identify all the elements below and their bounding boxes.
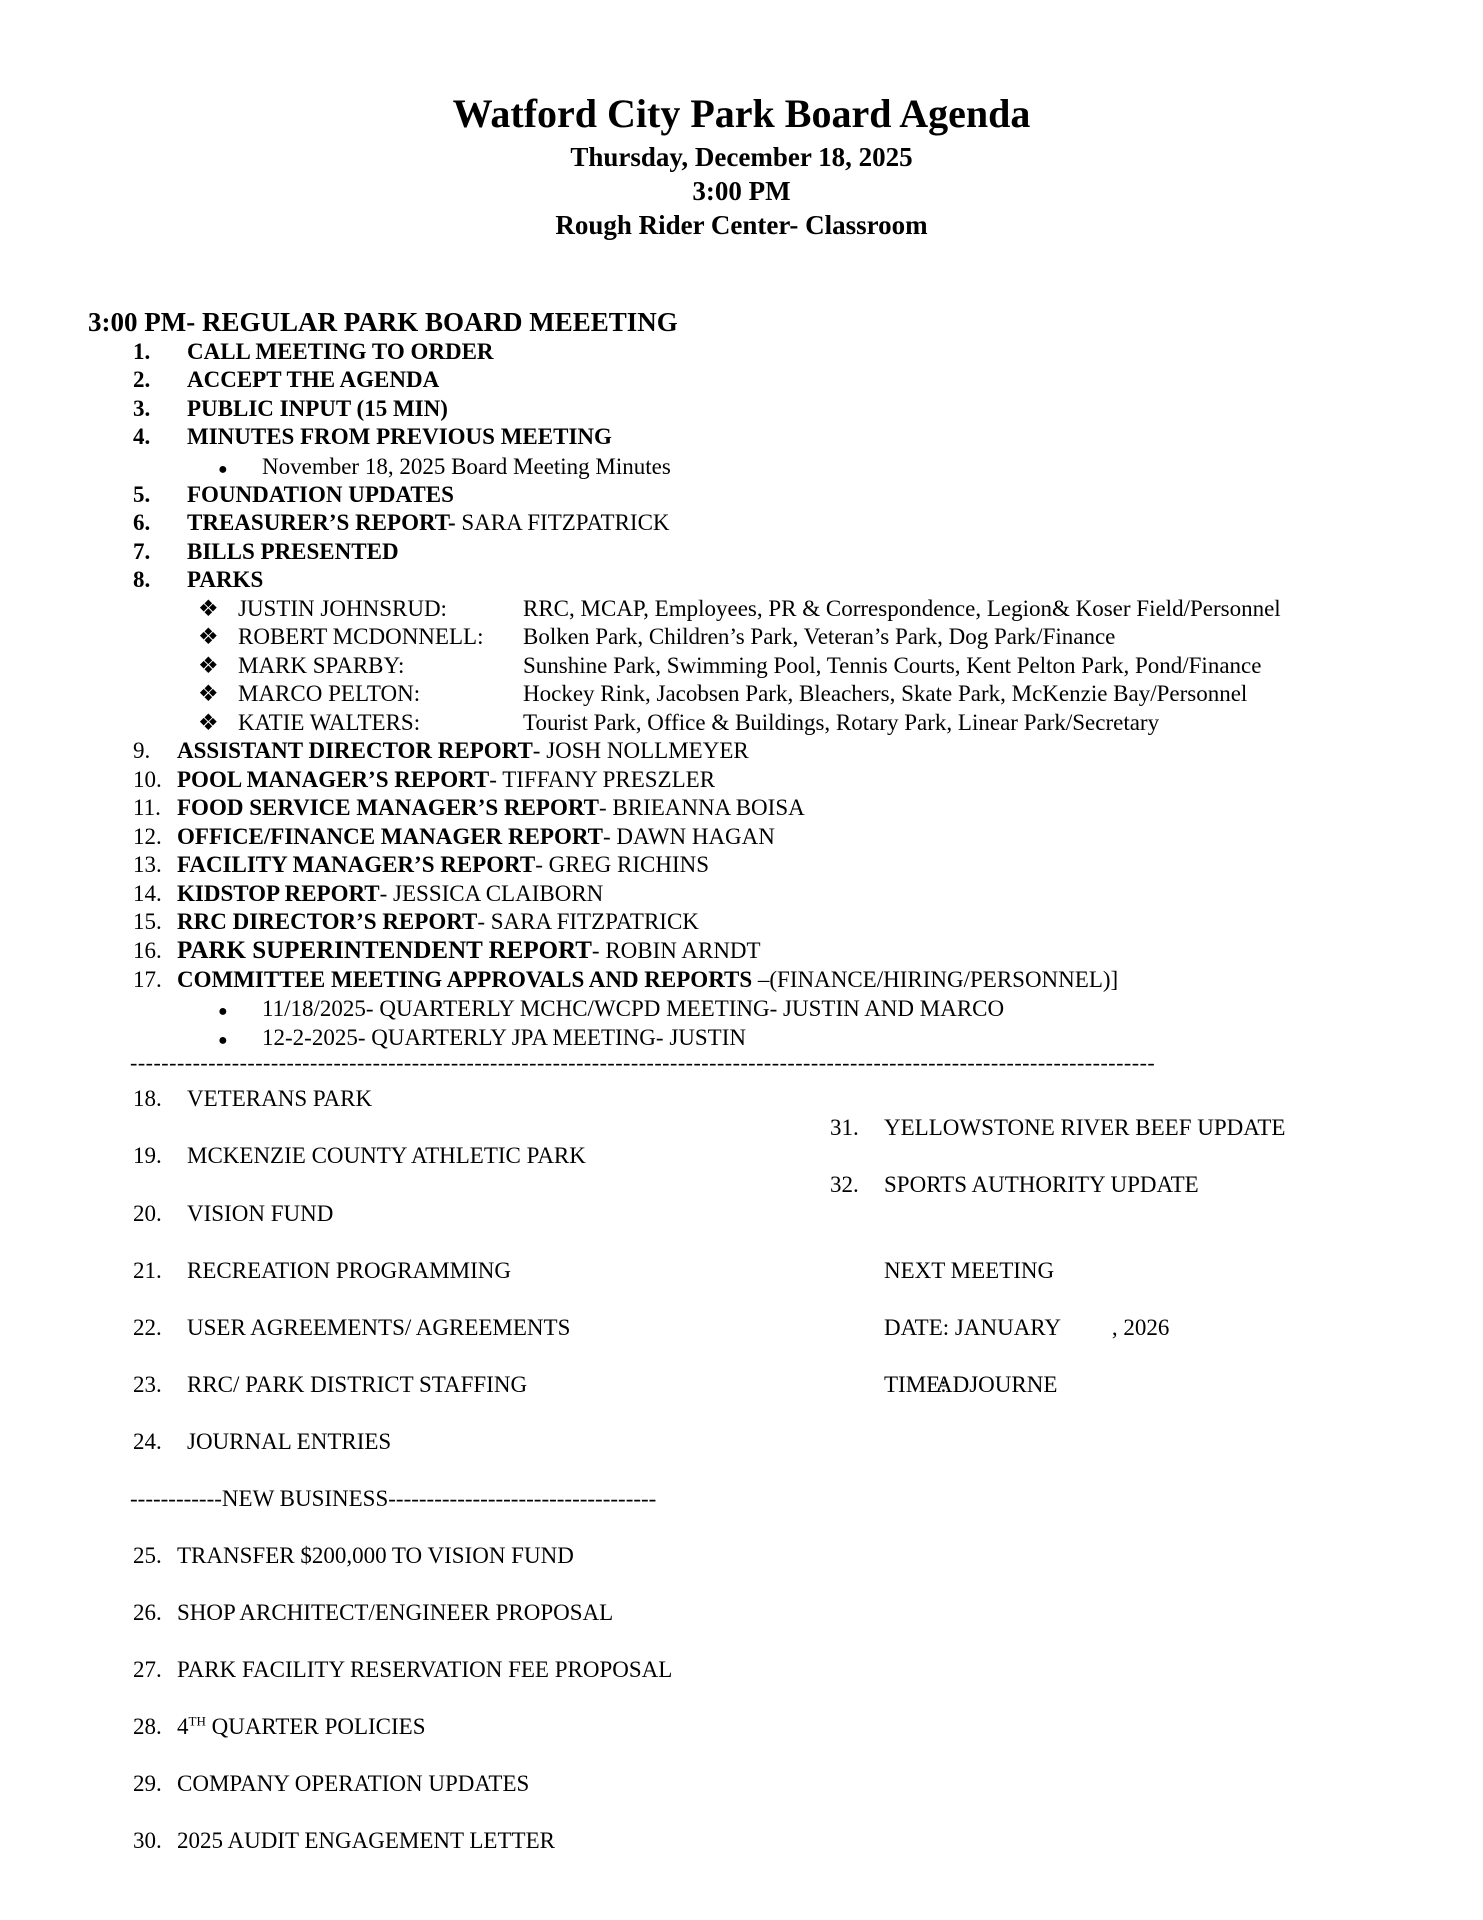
agenda-item: 4. MINUTES FROM PREVIOUS MEETING — [133, 424, 612, 449]
agenda-item: 27. PARK FACILITY RESERVATION FEE PROPOSAL — [133, 1657, 673, 1682]
agenda-item: 26. SHOP ARCHITECT/ENGINEER PROPOSAL — [133, 1600, 614, 1625]
agenda-item: 21. RECREATION PROGRAMMING — [133, 1258, 511, 1283]
agenda-item: 10. POOL MANAGER’S REPORT- TIFFANY PRESZLER — [133, 767, 716, 792]
new-business-divider: ------------NEW BUSINESS----------------------------------- — [130, 1486, 657, 1511]
agenda-item: 19. MCKENZIE COUNTY ATHLETIC PARK — [133, 1143, 586, 1168]
section-heading: 3:00 PM- REGULAR PARK BOARD MEEETING — [88, 307, 678, 337]
agenda-item: 13. FACILITY MANAGER’S REPORT- GREG RICHINS — [133, 852, 710, 877]
agenda-item: 17. COMMITTEE MEETING APPROVALS AND REPORTS –(FINANCE/HIRING/PERSONNEL)] — [133, 967, 1119, 992]
committee-bullet: ● 11/18/2025- QUARTERLY MCHC/WCPD MEETING- JUSTIN AND MARCO — [218, 996, 1005, 1021]
park-assignment: ❖ MARK SPARBY: Sunshine Park, Swimming Pool, Tennis Courts, Kent Pelton Park, Pond/Finance — [198, 653, 1262, 678]
meeting-location: Rough Rider Center- Classroom — [555, 210, 928, 240]
agenda-item: 25. TRANSFER $200,000 TO VISION FUND — [133, 1543, 574, 1568]
agenda-item: 22. USER AGREEMENTS/ AGREEMENTS — [133, 1315, 571, 1340]
agenda-item: 8. PARKS — [133, 567, 264, 592]
agenda-item: 6. TREASURER’S REPORT- SARA FITZPATRICK — [133, 510, 670, 535]
minutes-bullet: ● November 18, 2025 Board Meeting Minutes — [218, 454, 671, 479]
park-assignment: ❖ JUSTIN JOHNSRUD: RRC, MCAP, Employees, PR & Correspondence, Legion& Koser Field/Personnel — [198, 596, 1281, 621]
agenda-item: 18. VETERANS PARK — [133, 1086, 373, 1111]
park-assignment: ❖ KATIE WALTERS: Tourist Park, Office & Buildings, Rotary Park, Linear Park/Secretary — [198, 710, 1160, 735]
agenda-item: 1. CALL MEETING TO ORDER — [133, 339, 494, 364]
agenda-item: 11. FOOD SERVICE MANAGER’S REPORT- BRIEANNA BOISA — [133, 795, 805, 820]
agenda-item: 24. JOURNAL ENTRIES — [133, 1429, 392, 1454]
agenda-item: 28. 4TH QUARTER POLICIES — [133, 1713, 426, 1739]
section-divider: ----------------------------------------------------------------------------------------------------------------------------------- — [130, 1050, 1156, 1075]
agenda-item: 30. 2025 AUDIT ENGAGEMENT LETTER — [133, 1828, 555, 1853]
agenda-title: Watford City Park Board Agenda — [452, 91, 1031, 136]
agenda-item: 5. FOUNDATION UPDATES — [133, 482, 454, 507]
meeting-time: 3:00 PM — [692, 176, 791, 206]
agenda-item: 29. COMPANY OPERATION UPDATES — [133, 1771, 530, 1796]
agenda-item: 9. ASSISTANT DIRECTOR REPORT- JOSH NOLLMEYER — [133, 738, 749, 763]
park-assignment: ❖ MARCO PELTON: Hockey Rink, Jacobsen Park, Bleachers, Skate Park, McKenzie Bay/Personnel — [198, 681, 1248, 706]
agenda-item: 23. RRC/ PARK DISTRICT STAFFING — [133, 1372, 528, 1397]
agenda-item: 3. PUBLIC INPUT (15 MIN) — [133, 396, 448, 421]
agenda-item: 12. OFFICE/FINANCE MANAGER REPORT- DAWN HAGAN — [133, 824, 775, 849]
next-meeting-date: DATE: JANUARY , 2026 — [884, 1315, 1170, 1340]
park-assignment: ❖ ROBERT MCDONNELL: Bolken Park, Children’s Park, Veteran’s Park, Dog Park/Finance — [198, 624, 1116, 649]
agenda-item: 14. KIDSTOP REPORT- JESSICA CLAIBORN — [133, 881, 604, 906]
agenda-item: 31. YELLOWSTONE RIVER BEEF UPDATE — [830, 1115, 1286, 1140]
agenda-item: 15. RRC DIRECTOR’S REPORT- SARA FITZPATRICK — [133, 909, 699, 934]
agenda-item: 20. VISION FUND — [133, 1201, 334, 1226]
next-meeting-time: TIME:ADJOURNE — [884, 1372, 1058, 1397]
next-meeting-label: NEXT MEETING — [884, 1258, 1055, 1283]
meeting-date: Thursday, December 18, 2025 — [570, 142, 913, 172]
agenda-item: 16. PARK SUPERINTENDENT REPORT- ROBIN ARNDT — [133, 937, 761, 964]
agenda-item: 7. BILLS PRESENTED — [133, 539, 399, 564]
agenda-item: 32. SPORTS AUTHORITY UPDATE — [830, 1172, 1199, 1197]
agenda-item: 2. ACCEPT THE AGENDA — [133, 367, 440, 392]
committee-bullet: ● 12-2-2025- QUARTERLY JPA MEETING- JUSTIN — [218, 1025, 746, 1050]
